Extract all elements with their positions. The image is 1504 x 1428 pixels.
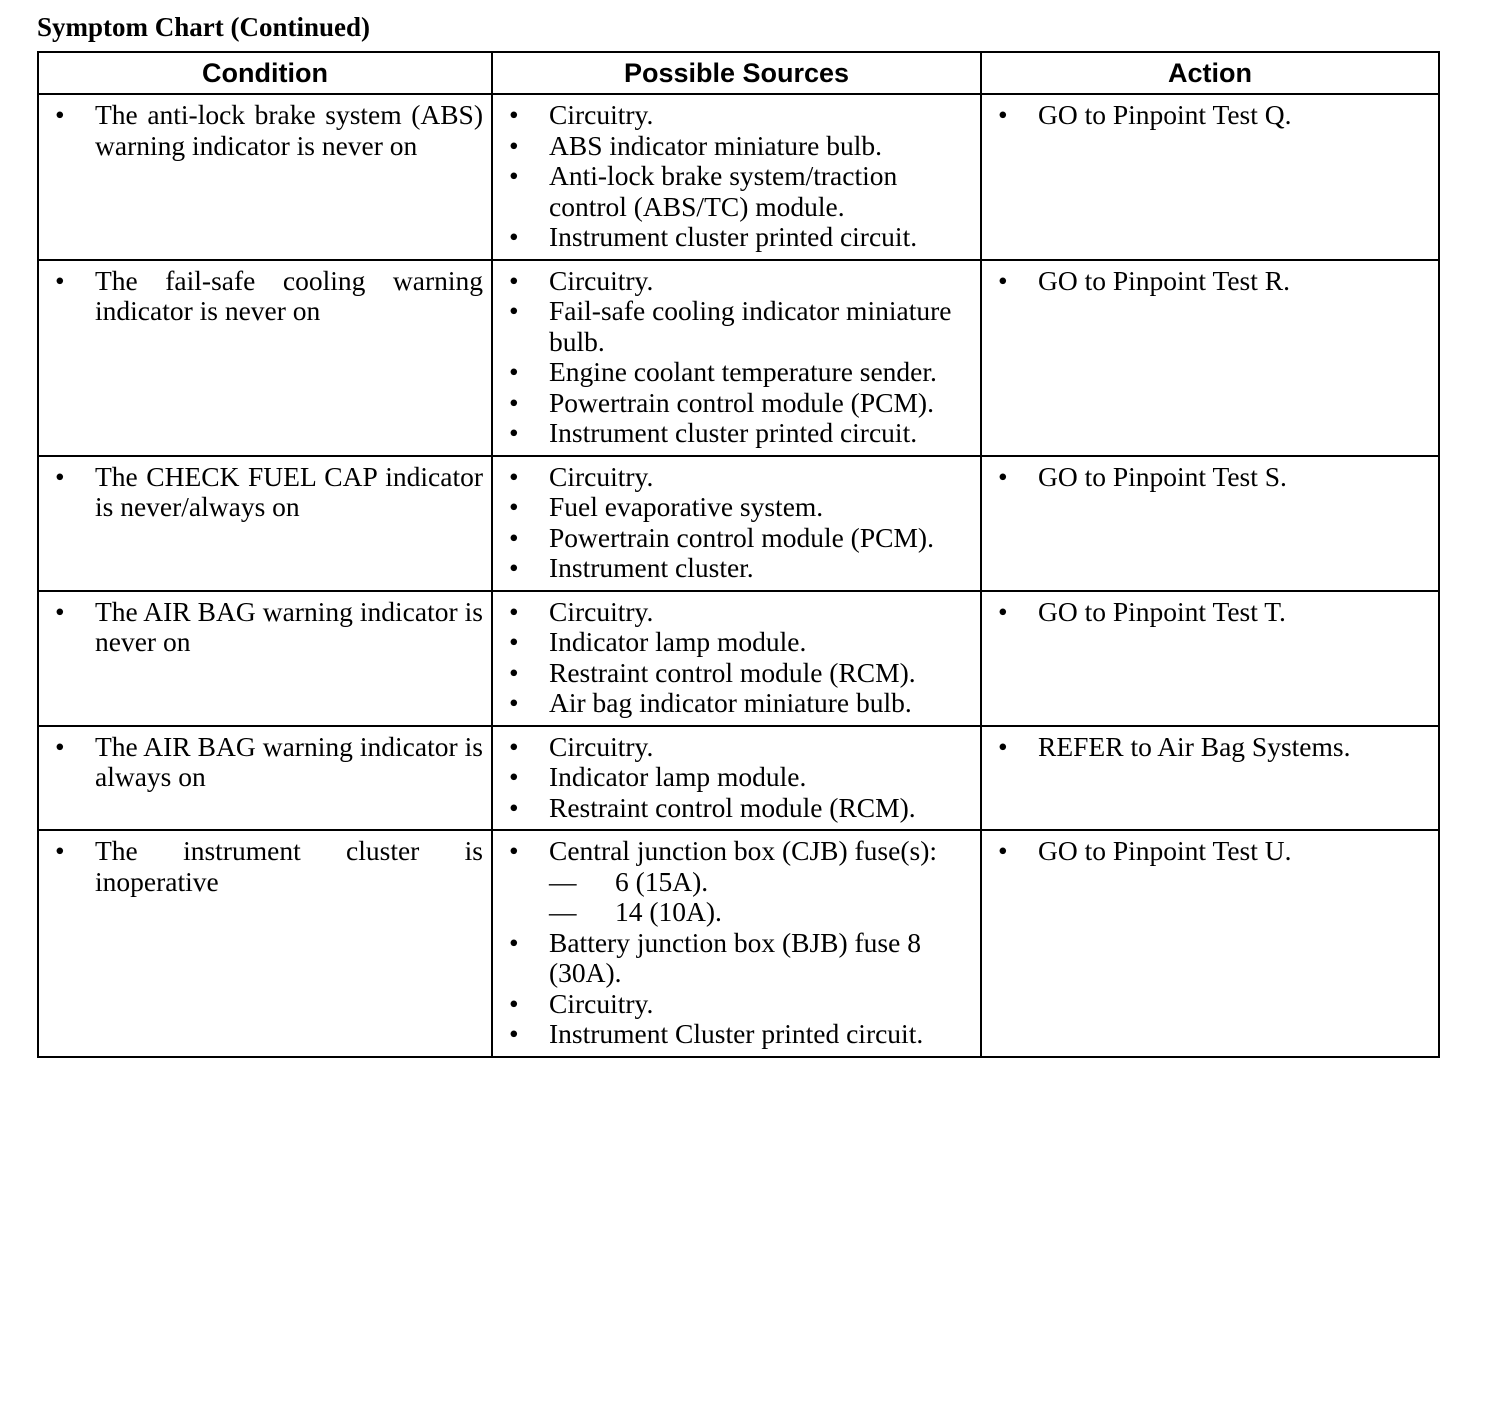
condition-item-text: The fail-safe cooling warning indicator is never on: [95, 264, 483, 326]
source-item: [493, 388, 980, 419]
source-item-text: Fail-safe cooling indicator miniature bulb.: [549, 295, 952, 357]
source-item: [493, 688, 980, 719]
action-cell: [981, 591, 1439, 726]
source-item-text: Indicator lamp module.: [549, 626, 807, 657]
source-item: [493, 627, 980, 658]
bullet-marker: •: [55, 264, 65, 296]
source-item: [493, 161, 980, 222]
bullet-marker: •: [55, 460, 65, 492]
table-body: [38, 94, 1439, 1057]
sources-list: [493, 100, 980, 253]
condition-item: [39, 836, 491, 897]
sources-list: [493, 732, 980, 824]
source-item: [493, 266, 980, 297]
action-cell: [981, 94, 1439, 260]
bullet-marker: •: [509, 552, 519, 583]
sub-item-list: [549, 867, 972, 928]
source-item-text: Restraint control module (RCM).: [549, 656, 916, 688]
source-item: [493, 357, 980, 388]
sources-list: [493, 597, 980, 719]
bullet-marker: •: [998, 595, 1008, 627]
bullet-marker: •: [509, 595, 519, 627]
source-item: [493, 462, 980, 493]
source-item: [493, 222, 980, 253]
source-item: [493, 131, 980, 162]
condition-item: [39, 266, 491, 327]
source-item: [493, 762, 980, 793]
sub-item-text: 6 (15A).: [615, 865, 709, 897]
source-item-text: Anti-lock brake system/traction control (ABS/TC) module.: [549, 160, 898, 222]
bullet-marker: •: [509, 221, 519, 252]
bullet-marker: •: [509, 761, 519, 792]
condition-list: [39, 266, 491, 327]
action-item: [982, 462, 1438, 493]
source-item-text: Circuitry.: [549, 99, 654, 130]
action-item: [982, 266, 1438, 297]
table-row: [38, 456, 1439, 591]
dash-marker: —: [549, 865, 577, 897]
source-item-text: Air bag indicator miniature bulb.: [549, 687, 912, 718]
bullet-marker: •: [55, 835, 65, 866]
condition-item-text: The anti-lock brake system (ABS) warning indicator is never on: [95, 99, 483, 161]
source-item: [493, 658, 980, 689]
source-item-text: Circuitry.: [549, 730, 654, 762]
action-item: [982, 100, 1438, 131]
condition-cell: [38, 591, 492, 726]
source-item: [493, 296, 980, 357]
bullet-marker: •: [998, 99, 1008, 130]
bullet-marker: •: [998, 460, 1008, 492]
source-item-text: Restraint control module (RCM).: [549, 791, 916, 823]
possible-sources-cell: [492, 456, 981, 591]
source-item-text: ABS indicator miniature bulb.: [549, 129, 883, 161]
action-item: [982, 597, 1438, 628]
condition-item-text: The instrument cluster is inoperative: [95, 835, 483, 897]
table-row: [38, 830, 1439, 1057]
action-list: [982, 266, 1438, 297]
source-item-text: Central junction box (CJB) fuse(s):: [549, 835, 937, 866]
table-row: [38, 260, 1439, 456]
bullet-marker: •: [509, 460, 519, 492]
source-item: [493, 597, 980, 628]
possible-sources-cell: [492, 591, 981, 726]
sub-item-text: 14 (10A).: [615, 896, 722, 927]
bullet-marker: •: [509, 626, 519, 657]
possible-sources-cell: [492, 94, 981, 260]
table-row: [38, 591, 1439, 726]
action-list: [982, 597, 1438, 628]
header-possible-sources: Possible Sources: [492, 52, 981, 94]
bullet-marker: •: [55, 595, 65, 627]
sub-item: [549, 897, 972, 928]
possible-sources-cell: [492, 726, 981, 831]
action-item-text: GO to Pinpoint Test U.: [1038, 835, 1292, 866]
bullet-marker: •: [509, 1018, 519, 1049]
header-action: Action: [981, 52, 1439, 94]
table-row: [38, 726, 1439, 831]
action-item-text: GO to Pinpoint Test Q.: [1038, 99, 1292, 130]
action-list: [982, 836, 1438, 867]
condition-item: [39, 100, 491, 161]
source-item: [493, 418, 980, 449]
bullet-marker: •: [509, 356, 519, 387]
table-header-row: [38, 52, 1439, 94]
bullet-marker: •: [509, 386, 519, 418]
source-item-text: Battery junction box (BJB) fuse 8 (30A).: [549, 926, 921, 988]
condition-item-text: The AIR BAG warning indicator is always on: [95, 730, 483, 792]
source-item-text: Indicator lamp module.: [549, 761, 807, 792]
table-row: [38, 94, 1439, 260]
sources-list: [493, 266, 980, 449]
action-cell: [981, 456, 1439, 591]
bullet-marker: •: [509, 99, 519, 130]
source-item-text: Circuitry.: [549, 460, 654, 492]
bullet-marker: •: [55, 99, 65, 130]
symptom-chart-table: [37, 51, 1440, 1058]
source-item-text: Engine coolant temperature sender.: [549, 356, 937, 387]
action-item-text: REFER to Air Bag Systems.: [1038, 730, 1351, 762]
action-item-text: GO to Pinpoint Test S.: [1038, 460, 1287, 492]
bullet-marker: •: [509, 656, 519, 688]
bullet-marker: •: [509, 417, 519, 448]
bullet-marker: •: [998, 264, 1008, 296]
source-item-text: Instrument cluster.: [549, 552, 754, 583]
condition-cell: [38, 830, 492, 1057]
condition-cell: [38, 456, 492, 591]
dash-marker: —: [549, 896, 577, 927]
source-item: [493, 732, 980, 763]
source-item: [493, 928, 980, 989]
header-condition: Condition: [38, 52, 492, 94]
action-item-text: GO to Pinpoint Test T.: [1038, 595, 1286, 627]
condition-list: [39, 100, 491, 161]
condition-list: [39, 597, 491, 658]
source-item: [493, 523, 980, 554]
bullet-marker: •: [509, 791, 519, 823]
action-item: [982, 732, 1438, 763]
possible-sources-cell: [492, 260, 981, 456]
condition-item: [39, 732, 491, 793]
source-item-text: Powertrain control module (PCM).: [549, 386, 934, 418]
condition-list: [39, 462, 491, 523]
bullet-marker: •: [509, 835, 519, 866]
source-item: [493, 1019, 980, 1050]
bullet-marker: •: [998, 730, 1008, 762]
source-item: [493, 836, 980, 928]
condition-cell: [38, 726, 492, 831]
condition-item-text: The CHECK FUEL CAP indicator is never/always on: [95, 460, 483, 522]
action-item: [982, 836, 1438, 867]
source-item-text: Circuitry.: [549, 987, 654, 1019]
source-item-text: Powertrain control module (PCM).: [549, 521, 934, 553]
action-list: [982, 100, 1438, 131]
condition-list: [39, 732, 491, 793]
bullet-marker: •: [509, 264, 519, 296]
action-list: [982, 462, 1438, 493]
source-item: [493, 492, 980, 523]
source-item: [493, 100, 980, 131]
action-cell: [981, 830, 1439, 1057]
bullet-marker: •: [509, 295, 519, 326]
sources-list: [493, 462, 980, 584]
bullet-marker: •: [998, 835, 1008, 866]
source-item-text: Instrument Cluster printed circuit.: [549, 1018, 924, 1049]
bullet-marker: •: [509, 987, 519, 1019]
condition-item: [39, 462, 491, 523]
bullet-marker: •: [509, 521, 519, 553]
source-item-text: Circuitry.: [549, 595, 654, 627]
bullet-marker: •: [509, 491, 519, 522]
condition-cell: [38, 94, 492, 260]
condition-cell: [38, 260, 492, 456]
source-item-text: Instrument cluster printed circuit.: [549, 221, 918, 252]
condition-item-text: The AIR BAG warning indicator is never on: [95, 595, 483, 657]
action-cell: [981, 726, 1439, 831]
page-title: Symptom Chart (Continued): [37, 12, 371, 42]
bullet-marker: •: [509, 129, 519, 161]
action-item-text: GO to Pinpoint Test R.: [1038, 264, 1290, 296]
source-item: [493, 553, 980, 584]
bullet-marker: •: [509, 687, 519, 718]
sources-list: [493, 836, 980, 1050]
source-item-text: Instrument cluster printed circuit.: [549, 417, 918, 448]
bullet-marker: •: [509, 926, 519, 958]
bullet-marker: •: [55, 730, 65, 762]
source-item-text: Fuel evaporative system.: [549, 491, 824, 522]
condition-list: [39, 836, 491, 897]
action-cell: [981, 260, 1439, 456]
source-item: [493, 793, 980, 824]
possible-sources-cell: [492, 830, 981, 1057]
condition-item: [39, 597, 491, 658]
source-item-text: Circuitry.: [549, 264, 654, 296]
action-list: [982, 732, 1438, 763]
bullet-marker: •: [509, 160, 519, 191]
sub-item: [549, 867, 972, 898]
bullet-marker: •: [509, 730, 519, 762]
source-item: [493, 989, 980, 1020]
